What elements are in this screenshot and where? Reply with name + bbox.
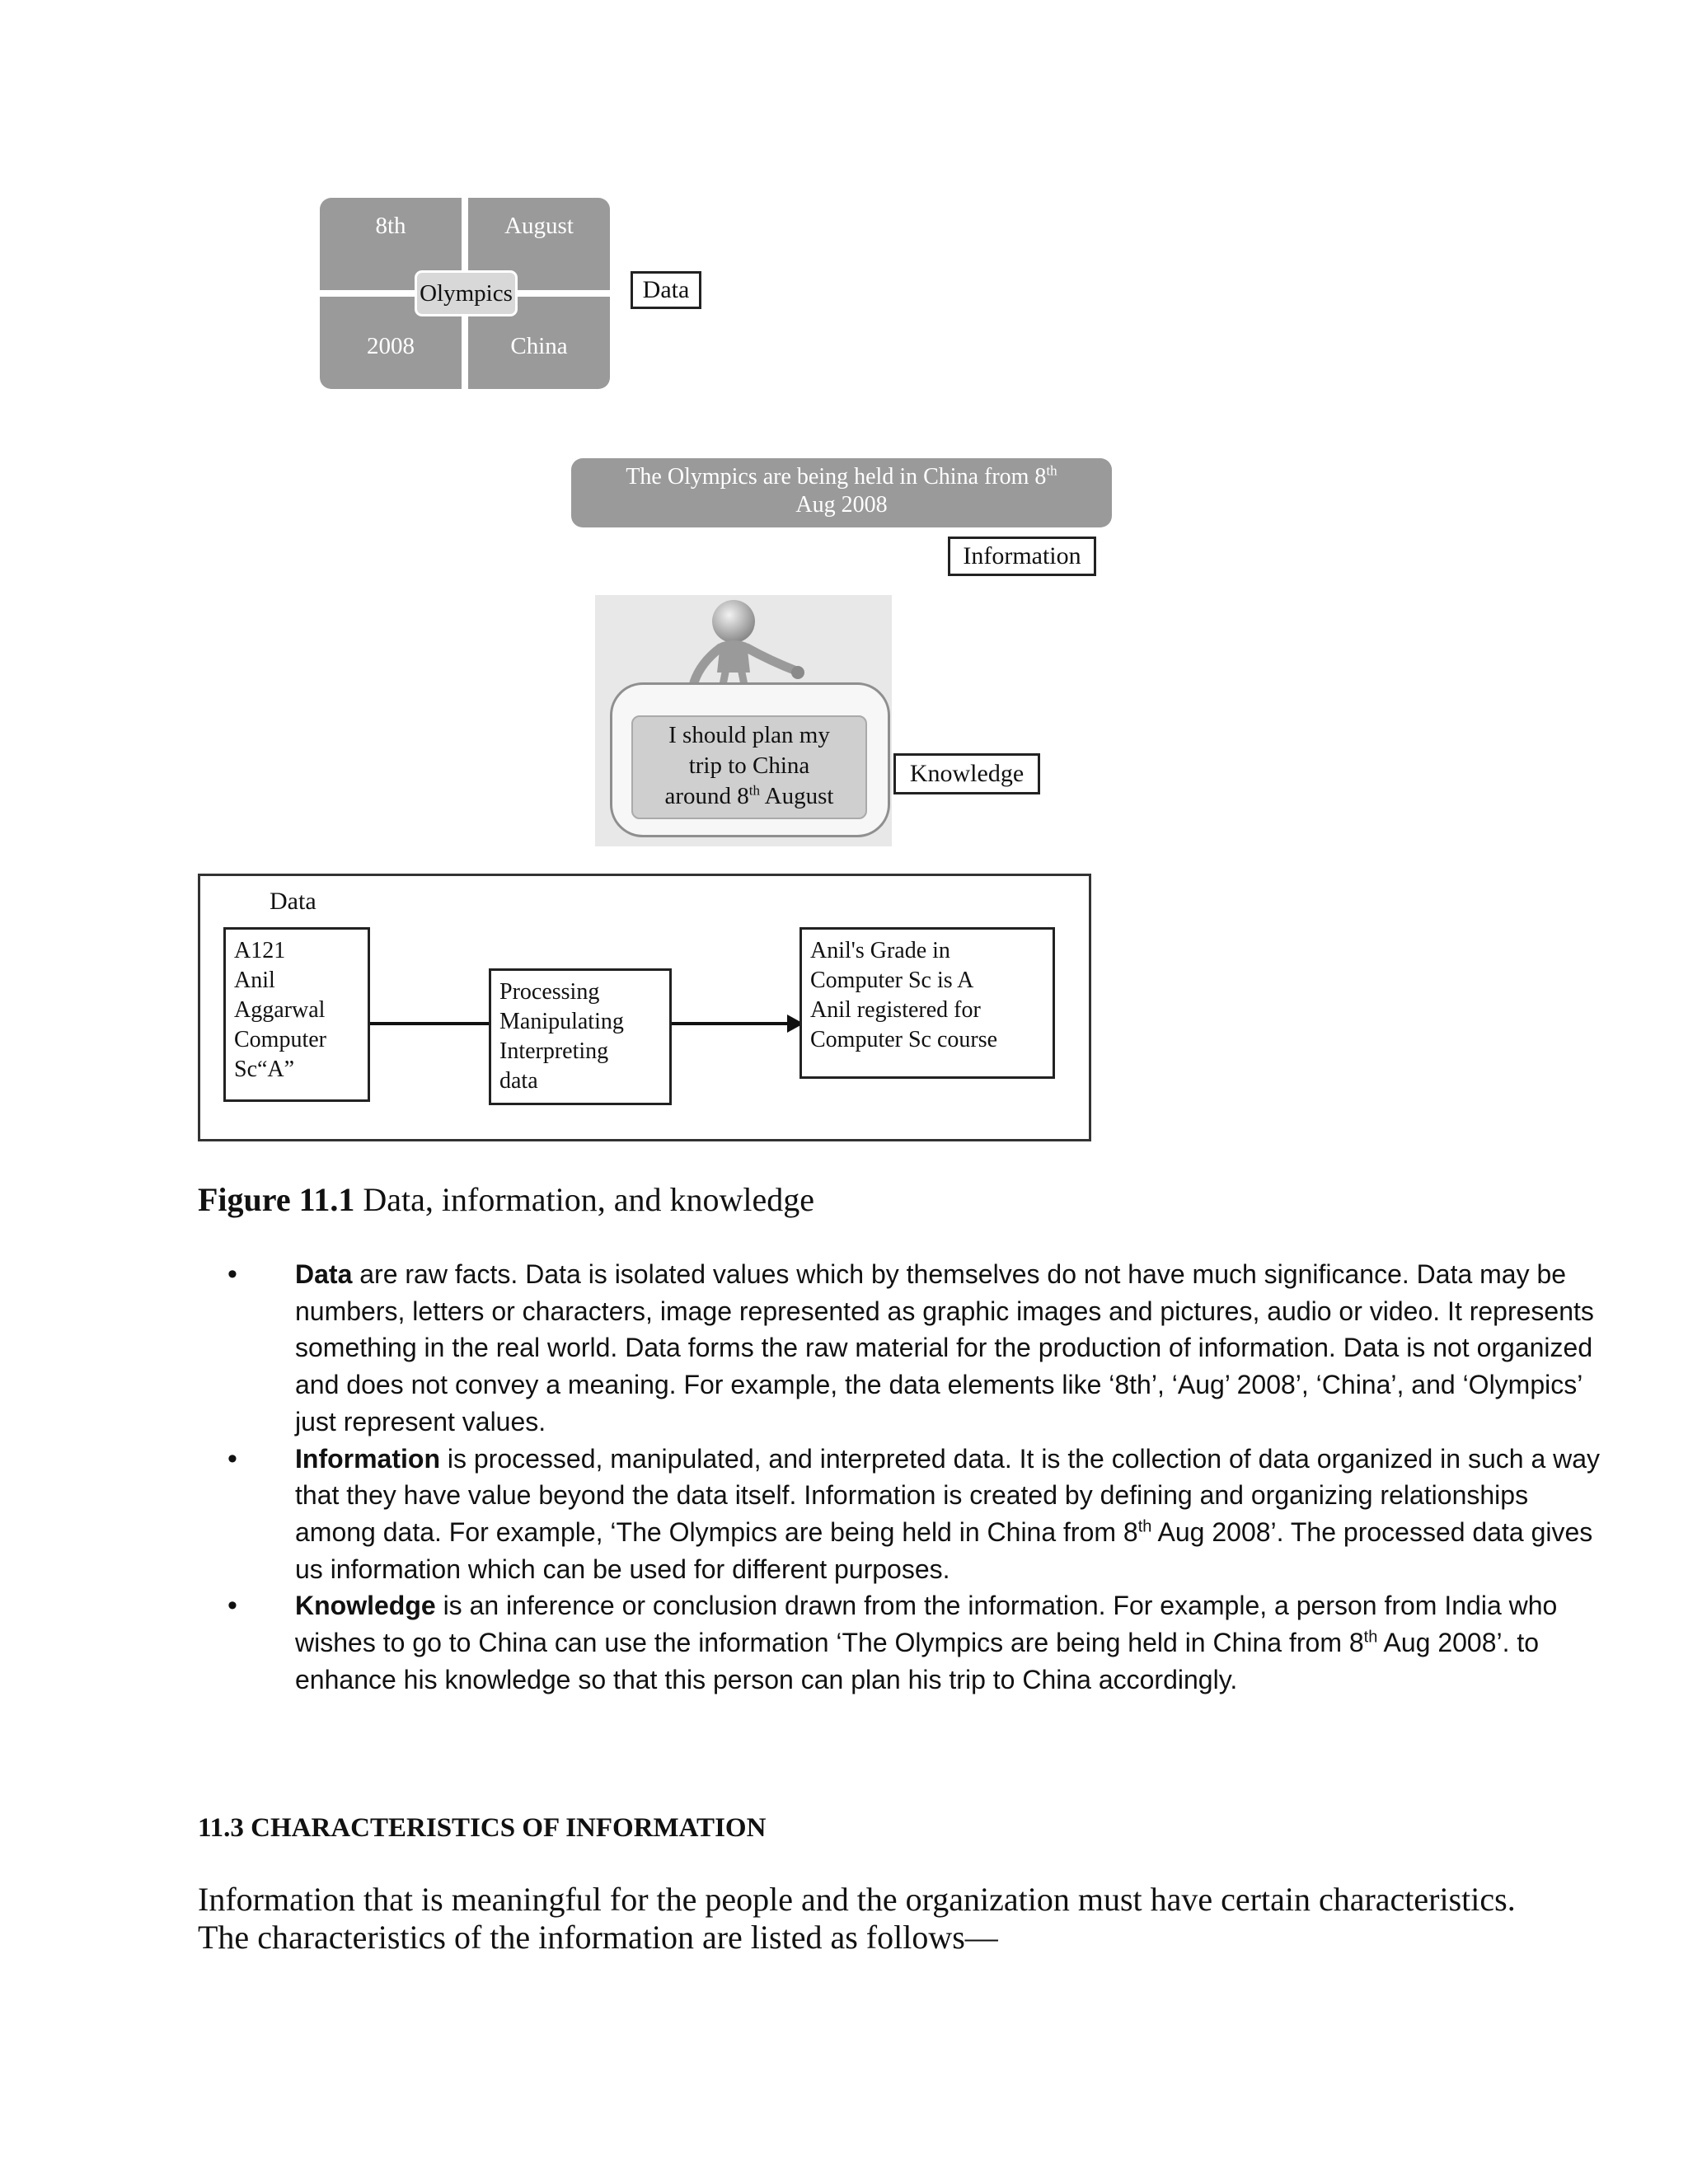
output-line: Computer Sc course [810,1027,998,1052]
grid-center-olympics: Olympics [415,270,518,316]
input-line: Anil [234,968,275,993]
bullet-data [295,1256,1614,1441]
processing-box [489,968,672,1105]
knowledge-line-3: around 8th August [664,782,834,809]
grid-cell-china: China [510,333,568,359]
input-line: Computer [234,1027,326,1052]
knowledge-line-1: I should plan my [668,722,830,748]
bullet-text: is an inference or conclusion drawn from the information. For example, a person from India who wishes to go to China can use the information ‘The Olympics are being held in China from 8 [295,1591,1558,1658]
input-data-box [223,927,370,1102]
data-grid [320,198,610,389]
term-knowledge: Knowledge [295,1591,436,1621]
figure-caption [198,1180,814,1219]
definition-list [198,1256,1614,1698]
processing-line: Manipulating [499,1009,624,1034]
knowledge-line-2: trip to China [688,752,810,779]
processing-line: data [499,1068,538,1094]
input-line: Sc“A” [234,1057,295,1082]
processing-line: Interpreting [499,1038,609,1064]
information-banner [571,458,1112,527]
body-paragraph: Information that is meaningful for the people and the organization must have certain characteristics. The characteristics of the information are listed as follows— [198,1881,1516,1956]
bullet-text: is processed, manipulated, and interpreted data. It is the collection of data organized in such a way that they have value beyond the data itself. Information is created by defining and organizing relationships among data. For example, ‘The Olympics are being held in China from 8 [295,1443,1601,1547]
term-information: Information [295,1443,440,1474]
processing-line: Processing [499,979,600,1005]
bullet-knowledge [295,1587,1614,1698]
thinking-person-icon [651,597,816,696]
grid-cell-2008: 2008 [367,333,415,359]
information-output-box [799,927,1055,1079]
grid-cell-8th: 8th [375,213,406,239]
bullet-text: Aug 2008’. The processed data gives us information which can be used for different purposes. [295,1516,1593,1584]
term-data: Data [295,1259,353,1289]
bullet-text: are raw facts. Data is isolated values which by themselves do not have much significance. Data may be numbers, letters or characters, image represented as graphic images and pictures, audio or video. It represents something in the real world. Data forms the raw material for the production of information. Data is not organized and does not convey a meaning. For example, the data elements like ‘8th’, ‘Aug’ 2008’, ‘China’, and ‘Olympics’ just represent values. [295,1259,1594,1436]
output-line: Computer Sc is A [810,968,974,993]
knowledge-tag: Knowledge [893,753,1040,794]
input-line: Aggarwal [234,997,326,1023]
output-line: Anil registered for [810,997,981,1023]
banner-line-2: Aug 2008 [795,492,888,518]
input-line: A121 [234,938,286,963]
data-processing-diagram [198,874,1091,1141]
bullet-information [295,1441,1614,1588]
banner-line-1: The Olympics are being held in China from 8th [626,462,1057,490]
grid-cell-august: August [504,213,574,239]
bullet-text: Aug 2008’. to enhance his knowledge so that this person can plan his trip to China accordingly. [295,1628,1540,1694]
arrow-line-2 [672,1022,804,1025]
caption-label: Figure 11.1 [198,1181,355,1218]
bullet-superscript: th [1363,1628,1378,1647]
caption-text: Data, information, and knowledge [354,1181,814,1218]
process-title: Data [270,888,316,915]
knowledge-text [631,715,867,819]
information-tag: Information [948,537,1096,576]
section-heading: 11.3 CHARACTERISTICS OF INFORMATION [198,1813,767,1843]
data-tag: Data [631,271,701,309]
bullet-superscript: th [1137,1517,1152,1536]
output-line: Anil's Grade in [810,938,950,963]
